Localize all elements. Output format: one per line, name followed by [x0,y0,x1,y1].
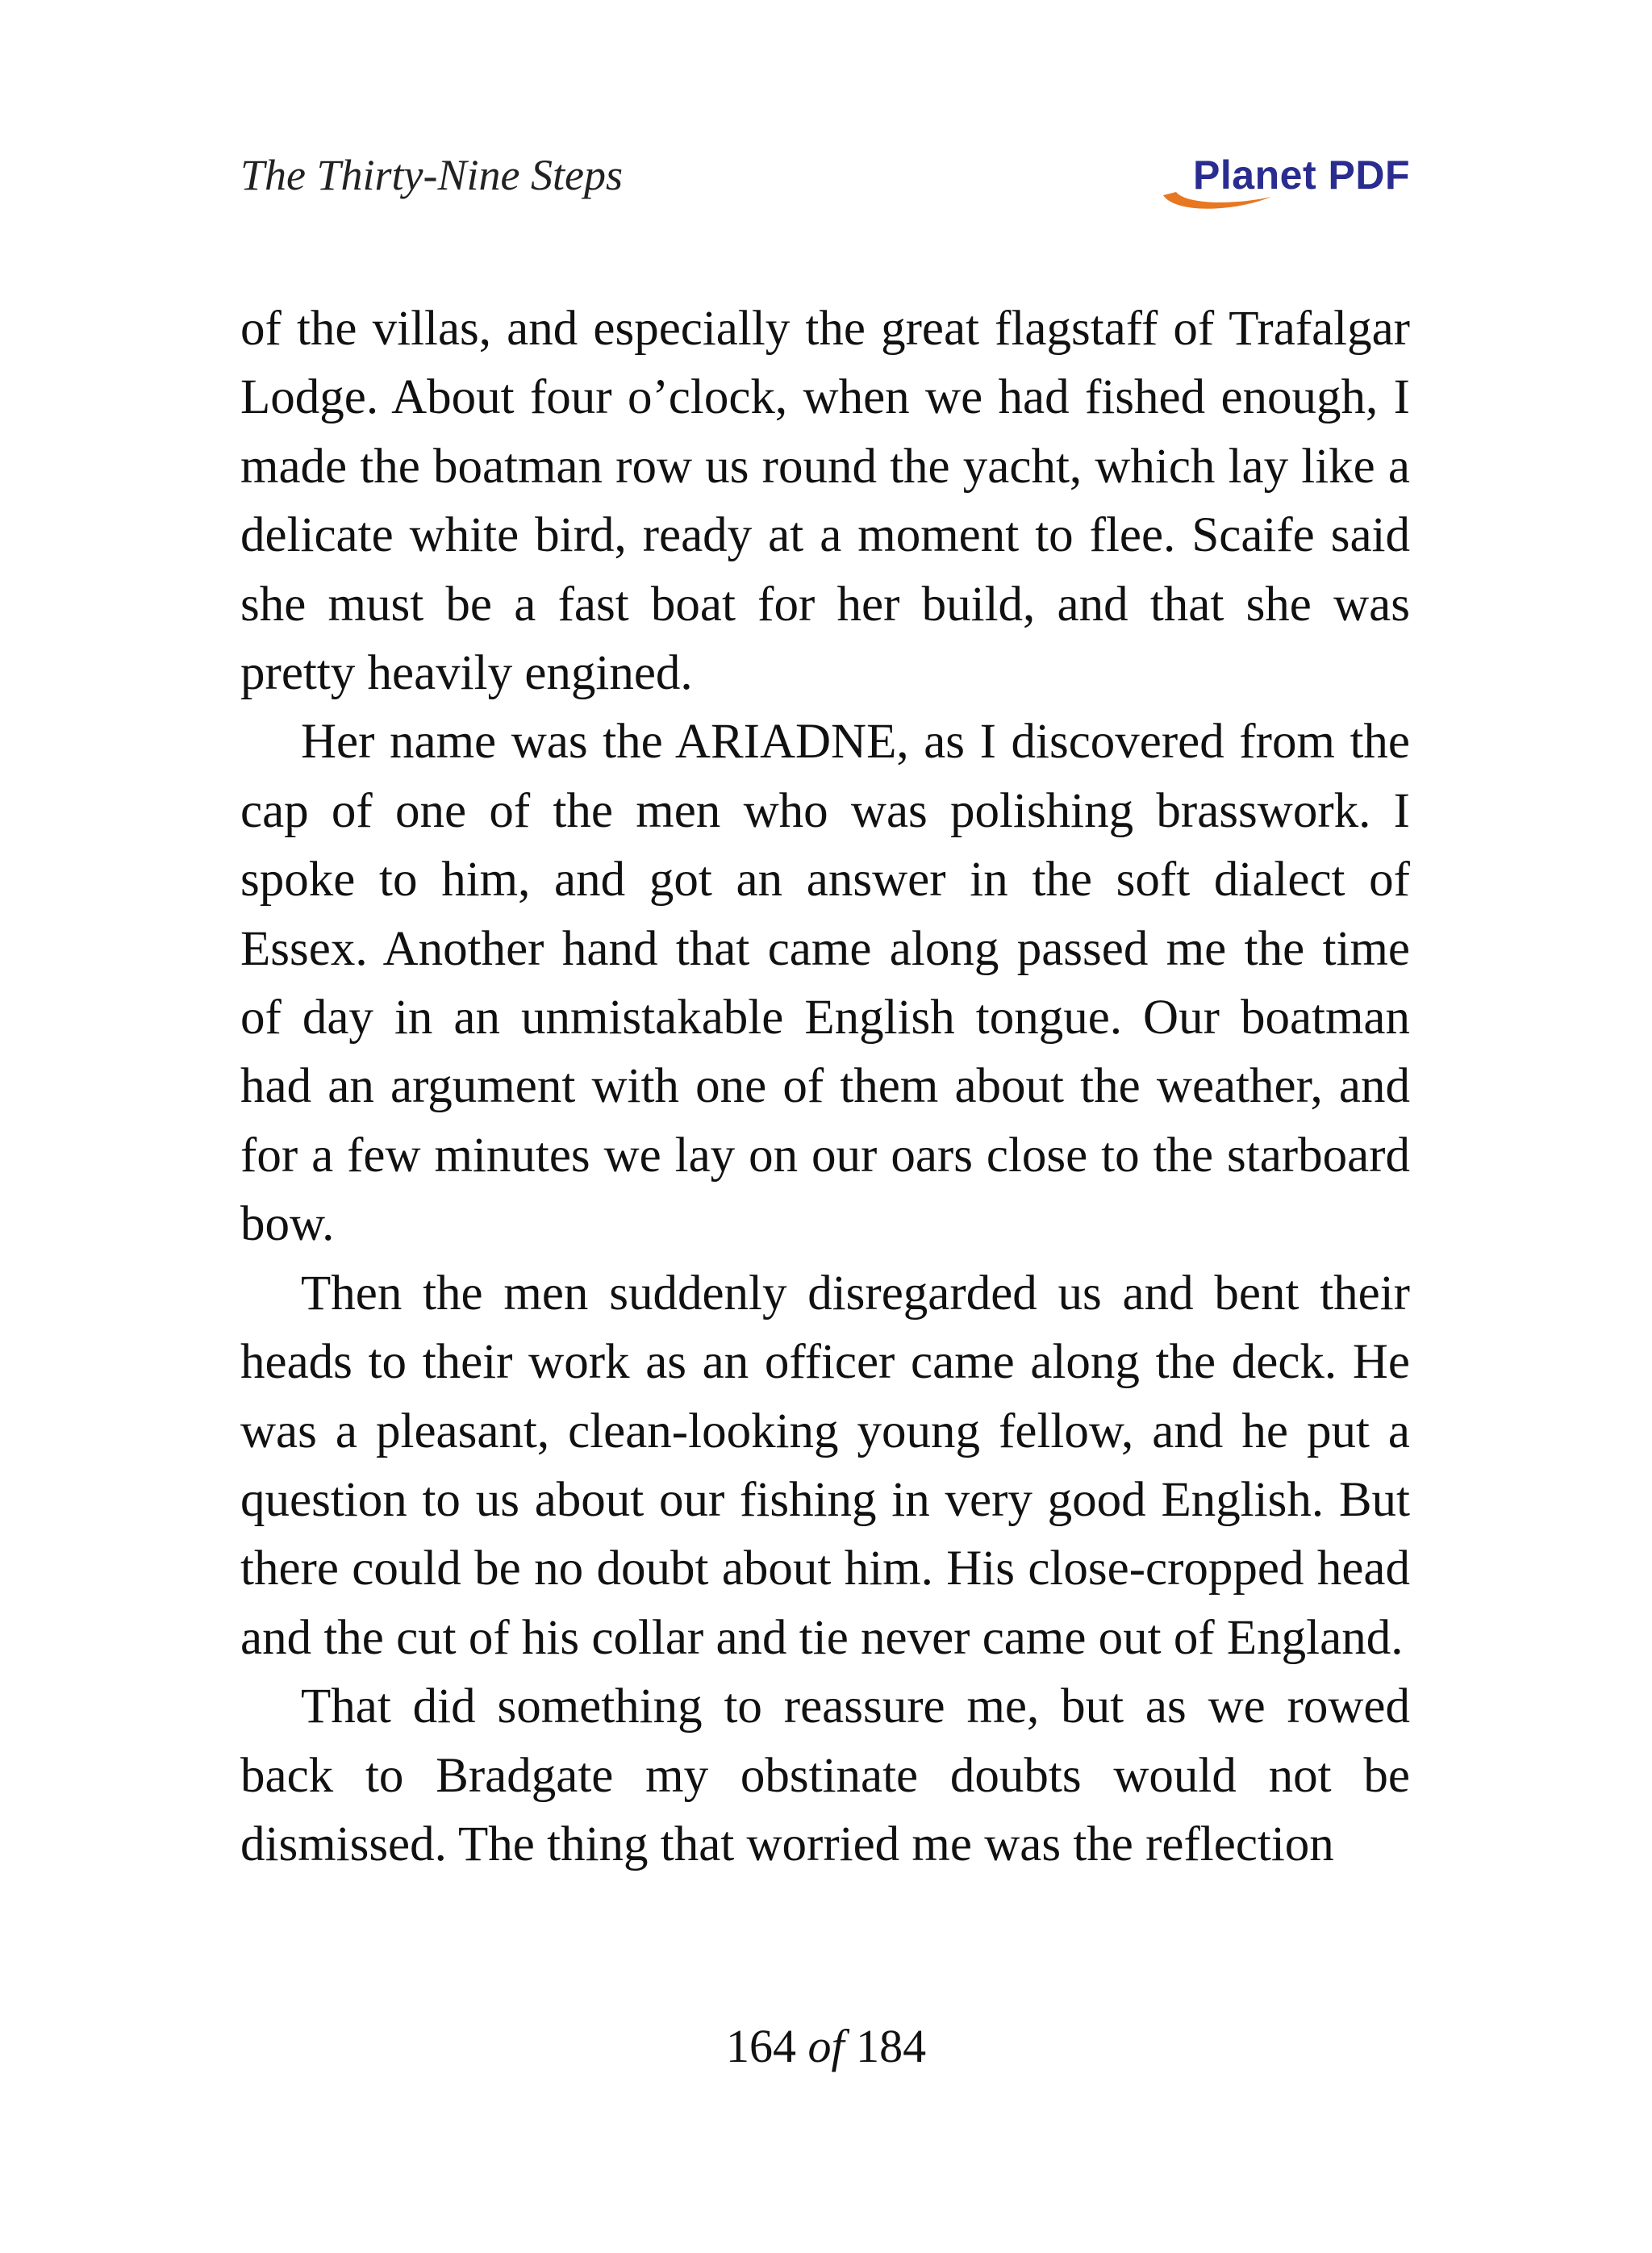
page-header [240,145,1410,218]
page-current: 164 [725,2020,796,2072]
page-total: 184 [856,2020,927,2072]
logo-text: Planet PDF [1193,152,1410,198]
paragraph: Then the men suddenly disregarded us and bent their heads to their work as an officer came along the deck. He was a pleasant, clean-looking young fellow, and he put a question to us about our fishing in very good English. But there could be no doubt about him. His close-cropped head and the cut of his collar and tie never came out of England. [240,1266,1410,1665]
book-title: The Thirty-Nine Steps [240,151,623,199]
page-of-word: of [807,2020,845,2072]
paragraph: Her name was the ARIADNE, as I discovered from the cap of one of the men who was polishing brasswork. I spoke to him, and got an answer in the soft dialect of Essex. Another hand that came along passed me the time of day in an unmistakable English tongue. Our boatman had an argument with one of them about the weather, and for a few minutes we lay on our oars close to the starboard bow. [240,715,1410,1252]
page-body [240,294,1410,1879]
paragraph: of the villas, and especially the great flagstaff of Trafalgar Lodge. About four o’clock, when we had fished enough, I made the boatman row us round the yacht, which lay like a delicate white bird, ready at a moment to flee. Scaife said she must be a fast boat for her build, and that she was pretty heavily engined. [240,302,1410,701]
page-number [0,2020,1652,2072]
planet-pdf-logo [1152,145,1410,218]
paragraph: That did something to reassure me, but as we rowed back to Bradgate my obstinate doubts would not be dismissed. The thing that worried me was the reflection [240,1679,1410,1871]
